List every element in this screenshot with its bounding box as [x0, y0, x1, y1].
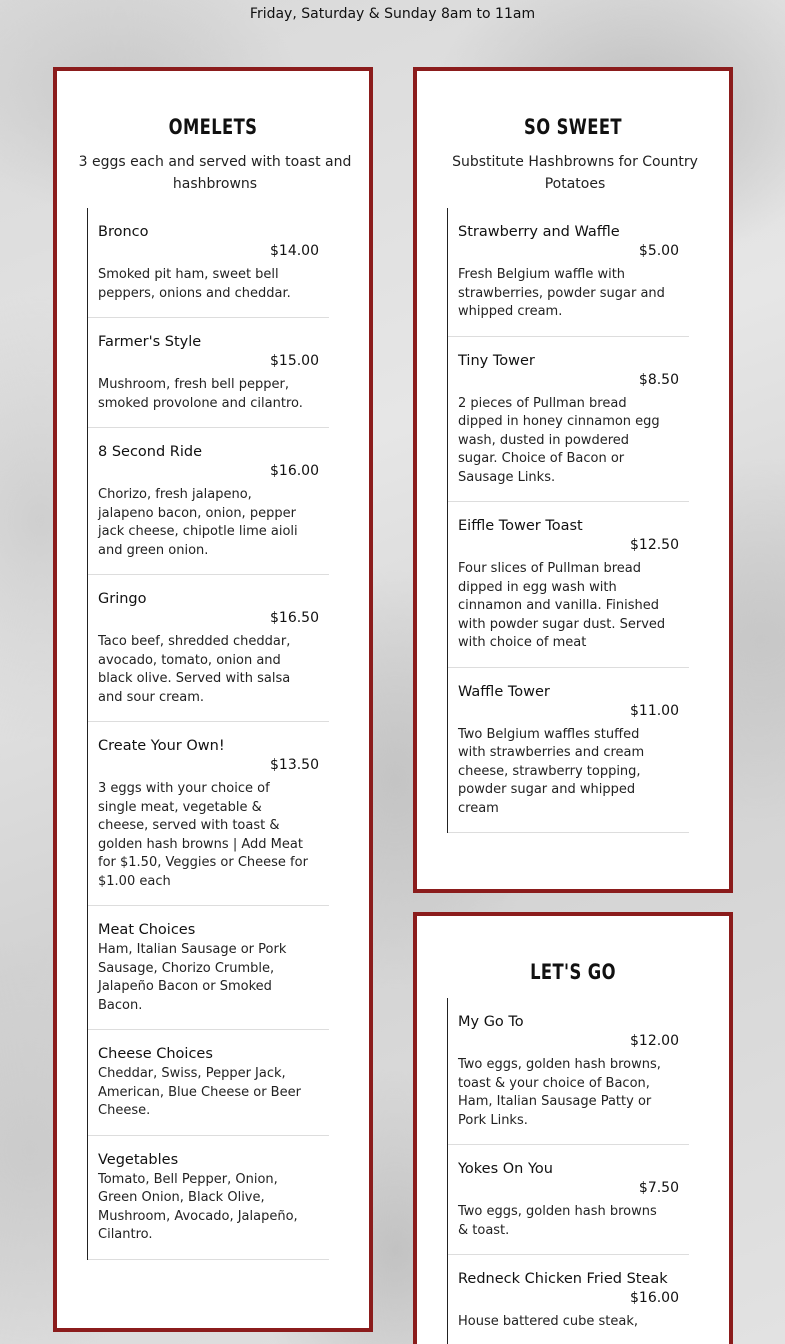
menu-item [88, 906, 329, 1030]
section-title: OMELETS [168, 115, 258, 139]
menu-item [448, 1255, 689, 1344]
item-description: Mushroom, fresh bell pepper, smoked provolone and cilantro. [98, 377, 303, 411]
item-name: Gringo [98, 591, 147, 607]
menu-item [448, 337, 689, 503]
item-name: Waffle Tower [458, 683, 550, 700]
lets-go-section [413, 912, 733, 1344]
item-description: Two eggs, golden hash browns, toast & your choice of Bacon, Ham, Italian Sausage Patty or Pork Links. [458, 1057, 661, 1128]
menu-item [88, 428, 329, 575]
item-price: $11.00 [630, 702, 679, 719]
item-price: $13.50 [270, 757, 319, 773]
item-description: Ham, Italian Sausage or Pork Sausage, Chorizo Crumble, Jalapeño Bacon or Smoked Bacon. [98, 942, 287, 1013]
item-description: Smoked pit ham, sweet bell peppers, onions and cheddar. [98, 267, 291, 301]
omelets-section [53, 67, 373, 1332]
item-price: $5.00 [638, 243, 679, 259]
item-name: Strawberry and Waffle [458, 224, 620, 240]
item-name: Create Your Own! [98, 738, 225, 754]
menu-item [88, 318, 329, 428]
item-name: Eiffle Tower Toast [458, 518, 583, 534]
section-title: LET'S GO [530, 960, 616, 984]
item-description: Taco beef, shredded cheddar, avocado, tomato, onion and black olive. Served with salsa and sour cream. [98, 634, 291, 705]
menu-item-list [87, 208, 329, 1260]
item-description: 3 eggs with your choice of single meat, vegetable & cheese, served with toast & golden hash browns | Add Meat for $1.50, Veggies or Cheese for $1.00 each [98, 781, 308, 889]
menu-item [88, 208, 329, 318]
menu-item [448, 998, 689, 1145]
item-price: $15.00 [270, 353, 319, 369]
menu-item [448, 1145, 689, 1255]
item-description: Chorizo, fresh jalapeno, jalapeno bacon, onion, pepper jack cheese, chipotle lime aioli and green onion. [98, 487, 298, 558]
item-description: Cheddar, Swiss, Pepper Jack, American, Blue Cheese or Beer Cheese. [98, 1066, 301, 1118]
item-description: Two Belgium waffles stuffed with strawberries and cream cheese, strawberry topping, powder sugar and whipped cream [458, 726, 645, 816]
item-name: Redneck Chicken Fried Steak [458, 1271, 668, 1287]
menu-item [448, 502, 689, 668]
item-price: $12.00 [630, 1033, 679, 1049]
item-name: Yokes On You [458, 1161, 553, 1177]
item-name: Vegetables [98, 1151, 179, 1168]
item-price: $16.00 [630, 1290, 679, 1306]
hours-text: Friday, Saturday & Sunday 8am to 11am [249, 6, 536, 22]
item-price: $7.50 [638, 1180, 679, 1196]
item-price: $14.00 [270, 243, 319, 259]
item-price: $8.50 [638, 371, 679, 388]
menu-item [88, 575, 329, 722]
item-price: $16.00 [270, 463, 319, 479]
item-name: Bronco [98, 224, 149, 240]
item-name: My Go To [458, 1014, 524, 1030]
menu-item [448, 668, 689, 834]
item-description: Two eggs, golden hash browns & toast. [458, 1204, 657, 1238]
item-name: Meat Choices [98, 922, 196, 938]
item-price: $12.50 [630, 537, 679, 553]
item-name: Tiny Tower [458, 352, 535, 369]
item-name: 8 Second Ride [98, 444, 203, 460]
menu-item [88, 1136, 329, 1260]
so-sweet-section [413, 67, 733, 893]
item-name: Cheese Choices [98, 1046, 213, 1062]
section-subtitle: Substitute Hashbrowns for Country Potatoes [452, 154, 698, 192]
menu-item-list [447, 208, 689, 833]
item-description: 2 pieces of Pullman bread dipped in honey cinnamon egg wash, dusted in powdered sugar. Choice of Bacon or Sausage Links. [458, 395, 660, 485]
item-description: Four slices of Pullman bread dipped in egg wash with cinnamon and vanilla. Finished with powder sugar dust. Served with choice of meat [458, 561, 666, 650]
item-description: Tomato, Bell Pepper, Onion, Green Onion, Black Olive, Mushroom, Avocado, Jalapeño, Cilantro. [98, 1171, 298, 1242]
item-price: $16.50 [270, 610, 319, 626]
item-description: Fresh Belgium waffle with strawberries, powder sugar and whipped cream. [458, 267, 665, 319]
menu-item [88, 1030, 329, 1136]
menu-item [448, 208, 689, 337]
menu-item [88, 722, 329, 906]
section-subtitle: 3 eggs each and served with toast and hashbrowns [78, 154, 352, 192]
item-description: House battered cube steak, [458, 1314, 638, 1329]
section-title: SO SWEET [524, 115, 622, 139]
menu-item-list [447, 998, 689, 1344]
item-name: Farmer's Style [98, 334, 202, 350]
